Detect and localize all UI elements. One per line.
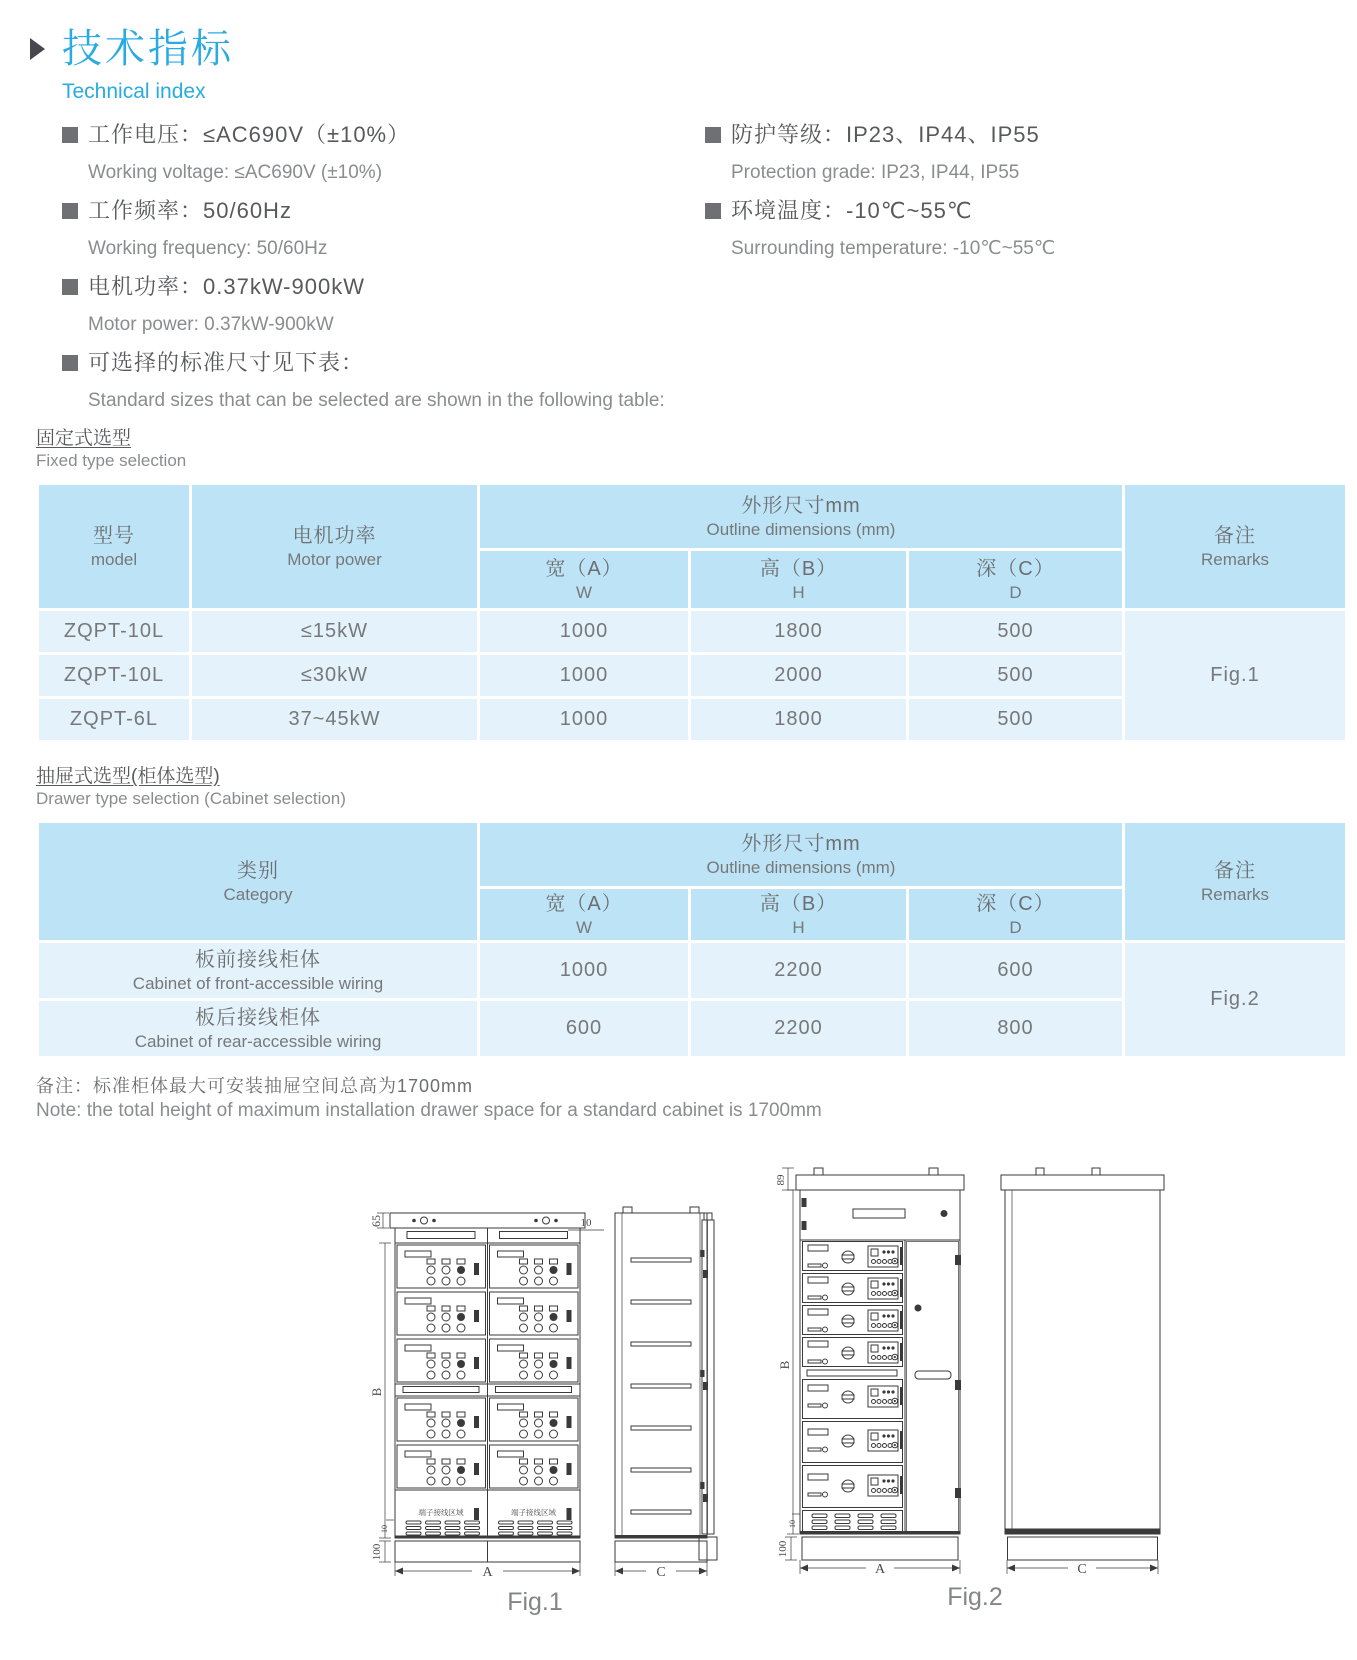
cell-height: 1800 (690, 610, 908, 654)
col-header-width: 宽（A） W (479, 550, 690, 610)
spec-zh-text: 工作电压：≤AC690V（±10%） (88, 122, 411, 147)
drawer-type-table (36, 820, 1348, 1059)
cell-depth: 500 (908, 610, 1124, 654)
cell-category: 板前接线柜体 Cabinet of front-accessible wiring (38, 942, 479, 1000)
square-bullet-icon (62, 355, 78, 371)
dim-label-10-bottom: 10 (380, 1525, 389, 1533)
fig2-drawing (690, 1090, 1210, 1630)
cell-power: ≤15kW (191, 610, 479, 654)
cell-height: 2000 (690, 654, 908, 698)
footnote-zh: 备注：标准柜体最大可安装抽屉空间总高为1700mm (36, 1076, 474, 1096)
page-subtitle: Technical index (62, 80, 206, 103)
col-header-outline-dimensions: 外形尺寸mm Outline dimensions (mm) (479, 484, 1124, 550)
fig2-side-view (1001, 1168, 1164, 1560)
cell-width: 600 (479, 1000, 690, 1058)
cell-remarks: Fig.2 (1124, 942, 1347, 1058)
spec-protection-grade (705, 122, 1055, 185)
spec-zh-text: 环境温度：-10℃~55℃ (731, 198, 973, 223)
spec-en-text: Motor power: 0.37kW-900kW (88, 314, 334, 335)
cell-width: 1000 (479, 610, 690, 654)
table-row (38, 942, 1347, 1000)
cell-power: 37~45kW (191, 698, 479, 742)
fig1-drawing (340, 1120, 720, 1650)
drawer-table-label (36, 765, 1357, 809)
section-arrow-icon (30, 38, 45, 60)
square-bullet-icon (705, 203, 721, 219)
col-header-width: 宽（A） W (479, 888, 690, 942)
page-header (0, 0, 1357, 104)
cell-width: 1000 (479, 698, 690, 742)
dim-label-100: 100 (371, 1543, 383, 1561)
cell-height: 1800 (690, 698, 908, 742)
terminal-area-label: 端子接线区域 (511, 1508, 556, 1517)
dim-label-65: 65 (369, 1215, 383, 1227)
dim-label-C: C (1077, 1562, 1087, 1577)
fixed-table-label-zh: 固定式选型 (36, 428, 132, 449)
cell-category: 板后接线柜体 Cabinet of rear-accessible wiring (38, 1000, 479, 1058)
cell-depth: 800 (908, 1000, 1124, 1058)
spec-en-text: Working frequency: 50/60Hz (88, 238, 328, 259)
terminal-area-label: 端子接线区域 (418, 1508, 464, 1517)
dim-label-10-top: 10 (580, 1217, 592, 1229)
dim-label-89: 89 (775, 1174, 787, 1186)
spec-motor-power (62, 274, 705, 337)
dim-label-B: B (369, 1387, 384, 1397)
cell-depth: 500 (908, 698, 1124, 742)
cell-width: 1000 (479, 654, 690, 698)
cell-model: ZQPT-10L (38, 654, 191, 698)
spec-zh-text: 可选择的标准尺寸见下表： (88, 350, 365, 375)
fig2-front-view (796, 1168, 964, 1560)
spec-en-text: Protection grade: IP23, IP44, IP55 (731, 162, 1020, 183)
spec-working-frequency (62, 198, 705, 261)
drawer-table-label-en: Drawer type selection (Cabinet selection) (36, 789, 346, 808)
spec-list (62, 122, 1357, 413)
cell-depth: 600 (908, 942, 1124, 1000)
col-header-depth: 深（C） D (908, 550, 1124, 610)
dim-label-B: B (777, 1360, 792, 1370)
col-header-category: 类别 Category (38, 822, 479, 942)
spec-zh-text: 工作频率：50/60Hz (88, 198, 292, 223)
fig2-dimensions (775, 1168, 1158, 1577)
dim-label-100: 100 (777, 1540, 789, 1558)
cell-width: 1000 (479, 942, 690, 1000)
col-header-depth: 深（C） D (908, 888, 1124, 942)
fig2-door-edge-profile (699, 1213, 717, 1560)
fig2-cabinet-door (907, 1242, 962, 1533)
spec-surrounding-temperature (705, 198, 1055, 261)
square-bullet-icon (62, 279, 78, 295)
cell-depth: 500 (908, 654, 1124, 698)
page-title: 技术指标 (62, 27, 234, 71)
table-row (38, 610, 1347, 654)
col-header-remarks: 备注 Remarks (1124, 484, 1347, 610)
cell-power: ≤30kW (191, 654, 479, 698)
spec-zh-text: 防护等级：IP23、IP44、IP55 (731, 122, 1040, 147)
fig1-front-view (390, 1213, 585, 1562)
fixed-table-label-en: Fixed type selection (36, 451, 187, 470)
drawer-table-label-zh: 抽屉式选型(柜体选型) (36, 766, 220, 787)
cell-height: 2200 (690, 942, 908, 1000)
spec-working-voltage (62, 122, 705, 185)
fixed-type-table (36, 482, 1348, 743)
spec-en-text: Standard sizes that can be selected are shown in the following table: (88, 390, 665, 411)
cell-model: ZQPT-10L (38, 610, 191, 654)
dim-label-A: A (482, 1565, 493, 1580)
spec-en-text: Surrounding temperature: -10℃~55℃ (731, 238, 1056, 259)
col-header-height: 高（B） H (690, 550, 908, 610)
footnote-en: Note: the total height of maximum installation drawer space for a standard cabinet is 1700mm (36, 1100, 822, 1121)
col-header-remarks: 备注 Remarks (1124, 822, 1347, 942)
spec-standard-sizes (62, 350, 1357, 413)
cell-model: ZQPT-6L (38, 698, 191, 742)
fig1-caption: Fig.1 (507, 1588, 563, 1616)
dim-label-C: C (656, 1565, 666, 1580)
spec-en-text: Working voltage: ≤AC690V (±10%) (88, 162, 383, 183)
cell-height: 2200 (690, 1000, 908, 1058)
square-bullet-icon (62, 203, 78, 219)
square-bullet-icon (705, 127, 721, 143)
fig2-caption: Fig.2 (947, 1583, 1003, 1611)
col-header-model: 型号 model (38, 484, 191, 610)
col-header-outline-dimensions: 外形尺寸mm Outline dimensions (mm) (479, 822, 1124, 888)
square-bullet-icon (62, 127, 78, 143)
spec-zh-text: 电机功率：0.37kW-900kW (88, 274, 365, 299)
cell-remarks: Fig.1 (1124, 610, 1347, 742)
dim-label-10: 10 (788, 1520, 797, 1528)
dim-label-A: A (874, 1562, 886, 1577)
fig1-terminal-area (406, 1507, 572, 1535)
col-header-motor-power: 电机功率 Motor power (191, 484, 479, 610)
fixed-table-label (36, 427, 1357, 471)
col-header-height: 高（B） H (690, 888, 908, 942)
